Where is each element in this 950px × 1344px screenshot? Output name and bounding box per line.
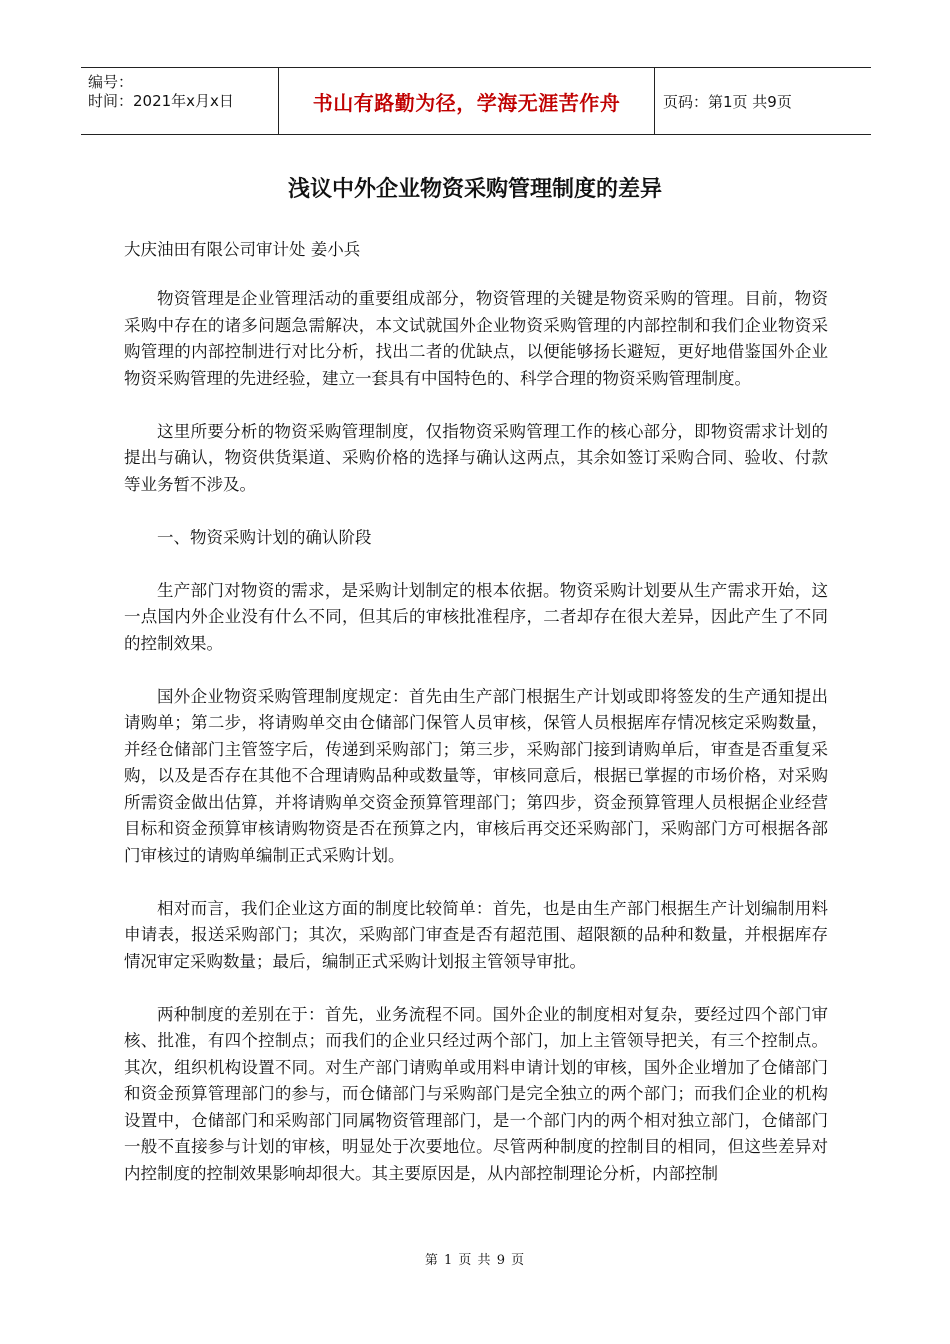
paragraph: 相对而言，我们企业这方面的制度比较简单：首先，也是由生产部门根据生产计划编制用料申请表，报送采购部门；其次，采购部门审查是否有超范围、超限额的品种和数量，并根据库存情况审定采购数量；最后，编制正式采购计划报主管领导审批。 xyxy=(124,898,828,971)
paragraph: 生产部门对物资的需求，是采购计划制定的根本依据。物资采购计划要从生产需求开始，这一点国内外企业没有什么不同，但其后的审核批准程序，二者却存在很大差异，因此产生了不同的控制效果。 xyxy=(124,580,828,653)
body-text xyxy=(124,286,828,1214)
paragraph: 物资管理是企业管理活动的重要组成部分，物资管理的关键是物资采购的管理。目前，物资采购中存在的诸多问题急需解决，本文试就国外企业物资采购管理的内部控制和我们企业物资采购管理的内部控制进行对比分析，找出二者的优缺点，以便能够扬长避短，更好地借鉴国外企业物资采购管理的先进经验，建立一套具有中国特色的、科学合理的物资采购管理制度。 xyxy=(124,289,828,388)
header-motto: 书山有路勤为径，学海无涯苦作舟 xyxy=(279,68,655,134)
page-footer: 第 1 页 共 9 页 xyxy=(424,1253,526,1268)
paragraph: 国外企业物资采购管理制度规定：首先由生产部门根据生产计划或即将签发的生产通知提出请购单；第二步，将请购单交由仓储部门保管人员审核，保管人员根据库存情况核定采购数量，并经仓储部门主管签字后，传递到采购部门；第三步，采购部门接到请购单后，审查是否重复采购，以及是否存在其他不合理请购品种或数量等，审核同意后，根据已掌握的市场价格，对采购所需资金做出估算，并将请购单交资金预算管理部门；第四步，资金预算管理人员根据企业经营目标和资金预算审核请购物资是否在预算之内，审核后再交还采购部门，采购部门方可根据各部门审核过的请购单编制正式采购计划。 xyxy=(124,686,828,865)
header-meta xyxy=(81,68,279,134)
document-header xyxy=(81,67,871,135)
document-title: 浅议中外企业物资采购管理制度的差异 xyxy=(287,177,662,202)
section-heading: 一、物资采购计划的确认阶段 xyxy=(157,527,372,547)
document-date: 时间：2021年x月x日 xyxy=(88,92,234,110)
header-page-info: 页码：第1页 共9页 xyxy=(663,92,792,111)
paragraph: 这里所要分析的物资采购管理制度，仅指物资采购管理工作的核心部分，即物资需求计划的提出与确认，物资供货渠道、采购价格的选择与确认这两点，其余如签订采购合同、验收、付款等业务暂不涉及。 xyxy=(124,421,828,494)
paragraph: 两种制度的差别在于：首先，业务流程不同。国外企业的制度相对复杂，要经过四个部门审核、批准，有四个控制点；而我们的企业只经过两个部门，加上主管领导把关，有三个控制点。其次，组织机构设置不同。对生产部门请购单或用料申请计划的审核，国外企业增加了仓储部门和资金预算管理部门的参与，而仓储部门与采购部门是完全独立的两个部门；而我们企业的机构设置中，仓储部门和采购部门同属物资管理部门，是一个部门内的两个相对独立部门，仓储部门一般不直接参与计划的审核，明显处于次要地位。尽管两种制度的控制目的相同，但这些差异对内控制度的控制效果影响却很大。其主要原因是，从内部控制理论分析，内部控制 xyxy=(124,1004,828,1183)
author-line: 大庆油田有限公司审计处 姜小兵 xyxy=(124,240,361,259)
document-number-label: 编号： xyxy=(88,73,134,91)
